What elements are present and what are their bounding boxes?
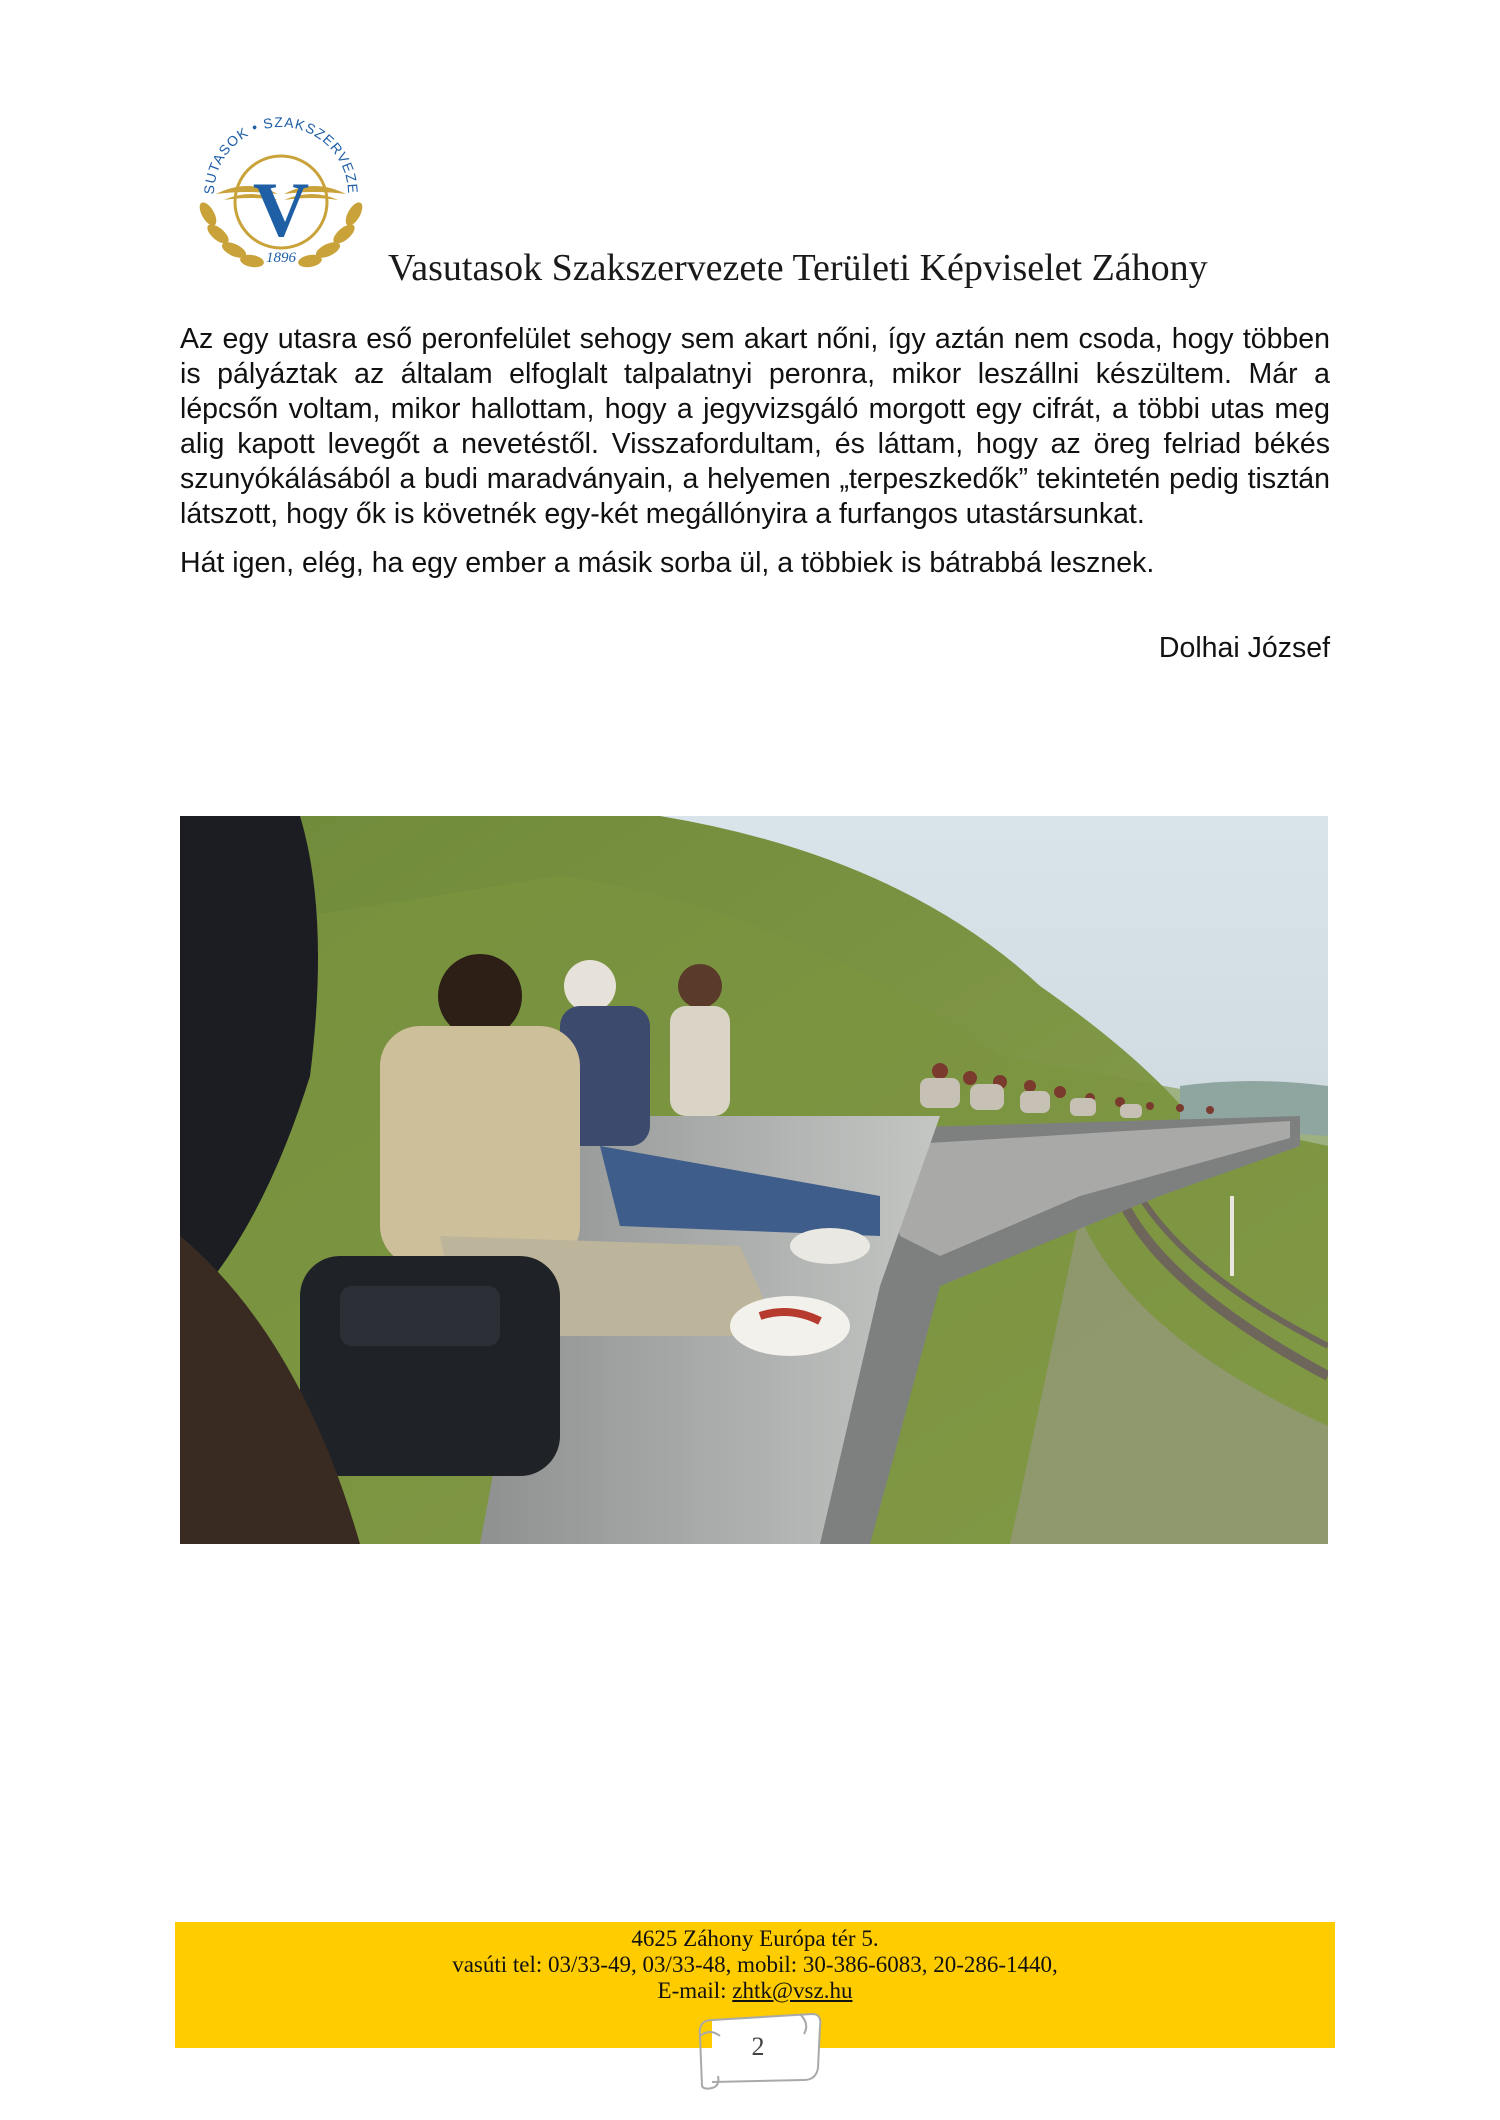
footer-email-link[interactable]: zhtk@vsz.hu	[732, 1978, 853, 2003]
union-logo	[186, 94, 376, 280]
article-paragraph-1: Az egy utasra eső peronfelület sehogy sem akart nőni, így aztán nem csoda, hogy többen is pályáztak az általam elfoglalt talpalatnyi peronra, mikor leszállni készültem. Már a lépcsőn voltam, mikor hallottam, hogy a jegyvizsgáló morgott egy cifrát, a többi utas meg alig kapott levegőt a nevetéstől. Visszafordultam, és láttam, hogy az öreg felriad békés szunyókálásából a budi maradványain, a helyemen „terpeszkedők” tekintetén pedig tisztán látszott, hogy ők is követnék egy-két megállónyira a furfangos utastársunkat.	[180, 323, 1330, 530]
footer-email-label: E-mail:	[657, 1978, 733, 2003]
footer-phones: vasúti tel: 03/33-49, 03/33-48, mobil: 30-386-6083, 20-286-1440,	[452, 1952, 1058, 1977]
logo-arc-text: SUTASOK • SZAKSZERVEZE	[200, 113, 362, 195]
article-author: Dolhai József	[1158, 632, 1330, 664]
logo-letter: V	[252, 166, 310, 253]
article-body	[180, 322, 1330, 595]
organization-title: Vasutasok Szakszervezete Területi Képviselet Záhony	[388, 247, 1208, 289]
article-paragraph-2: Hát igen, elég, ha egy ember a másik sorba ül, a többiek is bátrabbá lesznek.	[180, 547, 1155, 579]
logo-year: 1896	[266, 250, 296, 266]
train-roof-photo	[180, 816, 1328, 1544]
page-number: 2	[751, 2032, 765, 2061]
footer-email-line	[175, 1978, 1335, 2004]
footer-address: 4625 Záhony Európa tér 5.	[631, 1926, 879, 1951]
